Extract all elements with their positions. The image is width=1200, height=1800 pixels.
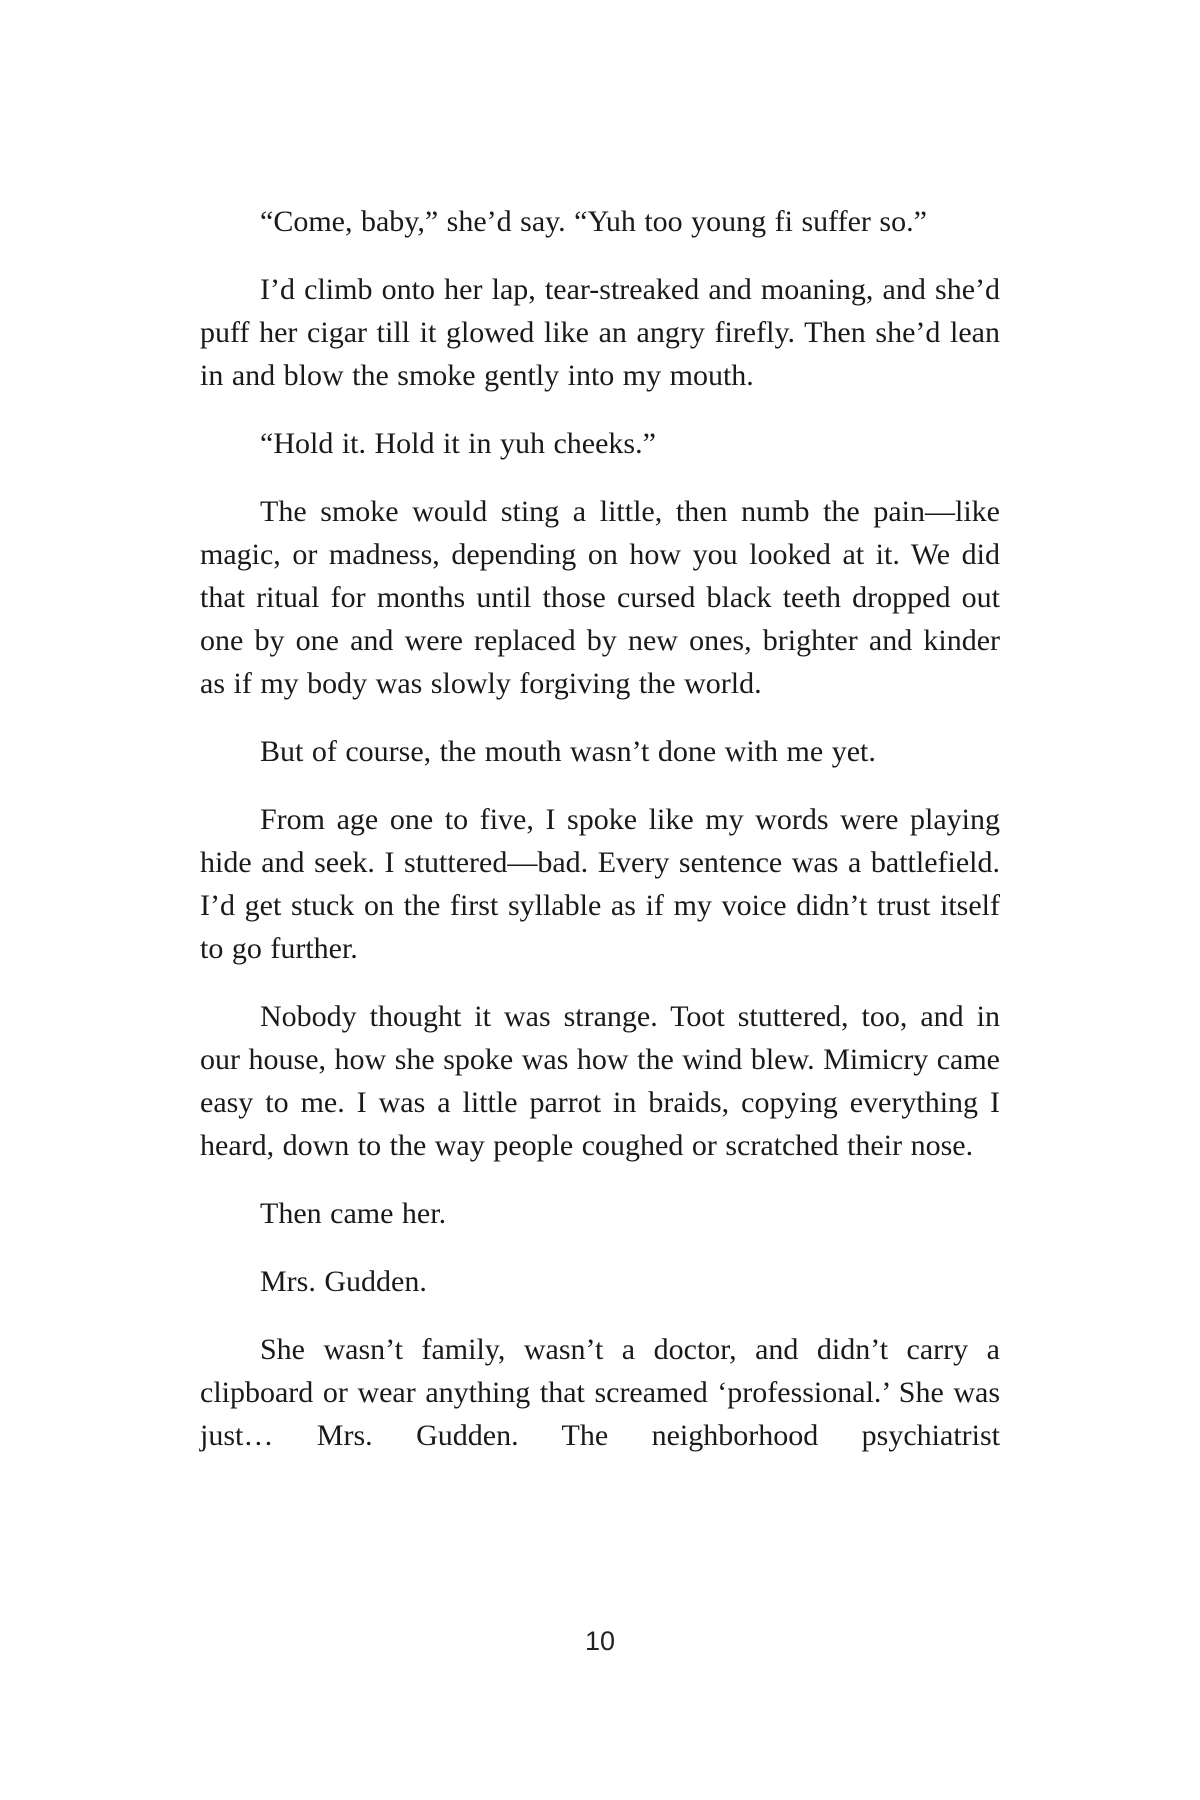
paragraph: The smoke would sting a little, then numb the pain—like magic, or madness, depending on how you looked at it. We did that ritual for months until those cursed black teeth dropped out one by one and were replaced by new ones, brighter and kinder as if my body was slowly forgiving the world. — [200, 495, 1000, 700]
paragraph: I’d climb onto her lap, tear-streaked and moaning, and she’d puff her cigar till it glowed like an angry firefly. Then she’d lean in and blow the smoke gently into my mouth. — [200, 273, 1000, 392]
paragraph: She wasn’t family, wasn’t a doctor, and didn’t carry a clipboard or wear anything that screamed ‘professional.’ She was just… Mrs. Gudden. The neighborhood psychiatrist — [200, 1333, 1000, 1452]
paragraph: From age one to five, I spoke like my words were playing hide and seek. I stuttered—bad. Every sentence was a battlefield. I’d get stuck on the first syllable as if my voice didn’t trust itself to go further. — [200, 803, 1000, 965]
page-text — [200, 200, 1000, 1482]
paragraph: Mrs. Gudden. — [260, 1265, 427, 1298]
page-number: 10 — [584, 1626, 616, 1656]
paragraph: “Come, baby,” she’d say. “Yuh too young fi suffer so.” — [260, 205, 927, 238]
paragraph: “Hold it. Hold it in yuh cheeks.” — [260, 427, 656, 460]
paragraph: Nobody thought it was strange. Toot stuttered, too, and in our house, how she spoke was how the wind blew. Mimicry came easy to me. I was a little parrot in braids, copying everything I heard, down to the way people coughed or scratched their nose. — [200, 1000, 1000, 1162]
paragraph: Then came her. — [260, 1197, 447, 1230]
paragraph: But of course, the mouth wasn’t done with me yet. — [260, 735, 876, 768]
